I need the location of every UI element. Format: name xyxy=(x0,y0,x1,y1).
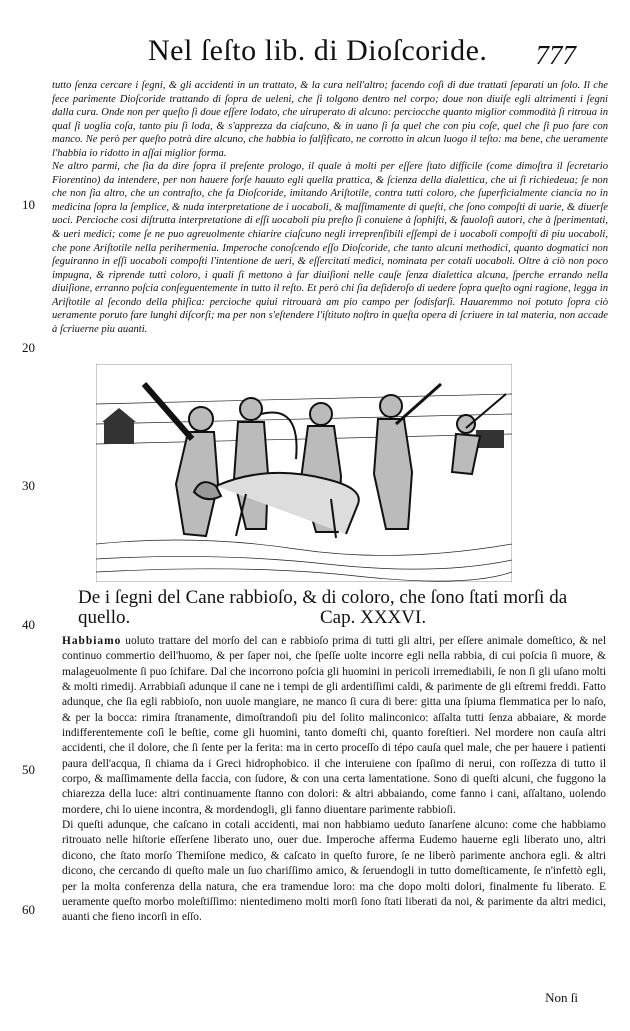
running-head: Nel ſeſto lib. di Dioſcoride. xyxy=(148,34,488,67)
commentary-text xyxy=(52,79,608,336)
line-number: 20 xyxy=(22,340,35,355)
woodcut-illustration xyxy=(96,364,512,582)
line-number: 60 xyxy=(22,902,35,917)
chapter-number: Cap. XXXVI. xyxy=(320,607,427,628)
line-number: 30 xyxy=(22,478,35,493)
paragraph-text: uoluto trattare del morſo del can e rabbioſo prima di tutti gli altri, per eſſere animale domeſtico, & nel continuo commertio dell'huomo, & per ſaper noi, che ſpeſſe uolte incorre egli nella rabbia, di cui poſcia ſi muore, & malageuolmente ſi puo ſchifare. Dal che incorrono poſcia gli huomini in pericoli irremediabili, ſe non ſi gli uſano molti & molti rimedij. Arrabbiaſi adunque il cane ne i tempi de gli ardentiſſimi caldi, & parimente de gli eſtremi freddi. Fatto adunque, che ſia egli rabbioſo, non uuole mangiare, ne manco ſi cura di bere: gitta una ſpiuma flemmatica per lo naſo, & per la bocca: rimira ſtranamente, dimoſtrandoſi piu del ſolito malinconico: aſſalta tutti ſenza abbaiare, & morde indifferentemente coſì le beſtie, come gli huomini, tanto domeſti chi, quanto foreſtieri. Nel mordere non cauſa altri accidenti, che il dolore, che ſi ſente per la ferita: ma in certo proceſſo di tépo cauſa quel male, che per hauere i patienti paura dell'acqua, ſi chiama da i Greci hidrophobico. il che interuiene con ſpaſimo di nerui, con roſſezza di tutto il corpo, & maſſimamente della faccia, con ſudore, & con una certa lamentatione. Sono di queſti alcuni, che fuggono la chiarezza della luce: altri continuamente ſtanno con dolori: & altri abbaiando, come fanno i cani, aſſaltano, uolendo mordere, chi lo uiene incontra, & mordendogli, gli fanno diuentare parimente rabbioſi. xyxy=(62,635,606,816)
paragraph: Ne altro parmi, che ſia da dire ſopra il preſente prologo, il quale à molti per eſſere ſtato difficile (come dimoſtra il ſecretario Fiorentino) da intendere, per non hauere forſe hauuto egli quella prattica, & ſcienza della dialettica, che ui ſi richiedeua; ſe non che non ſia altro, che un contraſto, che fa Dioſcoride, imitando Ariſtotile, contra tutti coloro, che ſuperficialmente ciancia no in medicina ſopra la ſemplice, & nuda interpretatione de i uocaboli, & maſſimamente di queſti, che ſono compoſti di uarie, & diuerſe uoci. Percioche così diſtrutta interpretatione di eſſi uocaboli piu preſto ſi conuiene à ſophiſti, & fauoloſi autori, che à ſperimentati, & ueri medici; come ſe ne puo agreuolmente chiarire ciaſcuno negli irreprenſibili eſſempi de i uocaboli compoſti di piu uocaboli, che pone Ariſtotile nella perihermenia. Imperoche conoſcendo eſſo Dioſcoride, che tanto alcuni methodici, quanto dogmatici non ſeguiranno in eſſi uocaboli compoſti l'intentione de ueri, & eſſercitati medici, nominata per cotali uocaboli. Oltre à ciò non poco impugna, & riprende tutti coloro, i quali ſi mettono à far diuiſioni nelle cauſe ſenza dialettica alcuna, ſperche errando nella diuiſione, erranno poſcia conſeguentemente in tutto il reſto. Et però chi ſia deſideroſo di uedere ſopra queſto ogni ragione, legga in Ariſtotile al ſecondo della phiſica: percioche quiui ritrouarà am pio campo per ſodisfarſi. Hauaremmo noi potuto ſopra ciò ueramente poruto fare lunghi diſcorſi; ma per non s'eſtendere l'iſtituto noſtro in queſta opera di ſcriuere in tal materia, non accade à ſcriuerne piu auanti. xyxy=(52,161,608,335)
page-number: 777 xyxy=(535,40,576,70)
paragraph: tutto ſenza cercare i ſegni, & gli accidenti in un trattato, & la cura nell'altro; facendo coſì di due trattati ſeparati un ſolo. Il che fece parimente Dioſcoride trattando di ſopra de ueleni, che ſi tolgono dentro nel corpo; doue non diuiſe egli altrimenti i ſegni dalla cura. Onde non per queſto ſi doue eſſere lodato, che uiruperato di alcuno: perciocche quanto miglior commodità ſi ritroua in qual ſi uoglia coſa, tanto piu ſi loda, & s'apprezza da ciaſcuno, & in uano ſi fa quel che con piu coſe, quel che ſi puo fare con manco. Ne però per queſto potrà dire alcuno, che habbia io falſificato, ne corrotto in alcun luogo il teſto: ma bene, che ueramente l'habbia io ridotto in aſſai miglior forma. xyxy=(52,80,608,159)
chapter-title-line1: De i ſegni del Cane rabbioſo, & di coloro, che ſono ſtati morſi da xyxy=(78,587,568,608)
catchword: Non ſi xyxy=(545,990,578,1005)
line-number: 40 xyxy=(22,617,35,632)
line-number: 50 xyxy=(22,762,35,777)
line-number: 10 xyxy=(22,197,35,212)
paragraph: Di queſti adunque, che caſcano in cotali accidenti, mai non habbiamo ueduto ſanarſene alcuno: come che habbiamo ritrouato nelle hiſtorie eſſerſene liberato uno, ouer due. Imperoche afferma Eudemo hauerne egli liberato uno, altri dicono, che ſtato morſo Themiſone medico, & caſcato in queſto furore, ſe ne liberò parimente anchora egli. & altri dicono, che cercando di queſto male un ſuo chariſſimo amico, & ſeruendogli in tutto domeſticamente, ſe n'infettò egli, per la molta conferenza della natura, che era tramendue loro: ma che dopo molti dolori, finalmente fu liberato. E ueramente queſto morbo moleſtiſſimo: nientedimeno molti morſi ſono ſtati liberati da noi, & parimente da altri medici, auanti che fieno incorſi in eſſo. xyxy=(62,819,606,924)
dropcap-word: Habbiamo xyxy=(62,635,122,647)
chapter-title-line2: quello. xyxy=(78,607,131,628)
chapter-body xyxy=(62,634,606,926)
paragraph xyxy=(62,634,606,818)
